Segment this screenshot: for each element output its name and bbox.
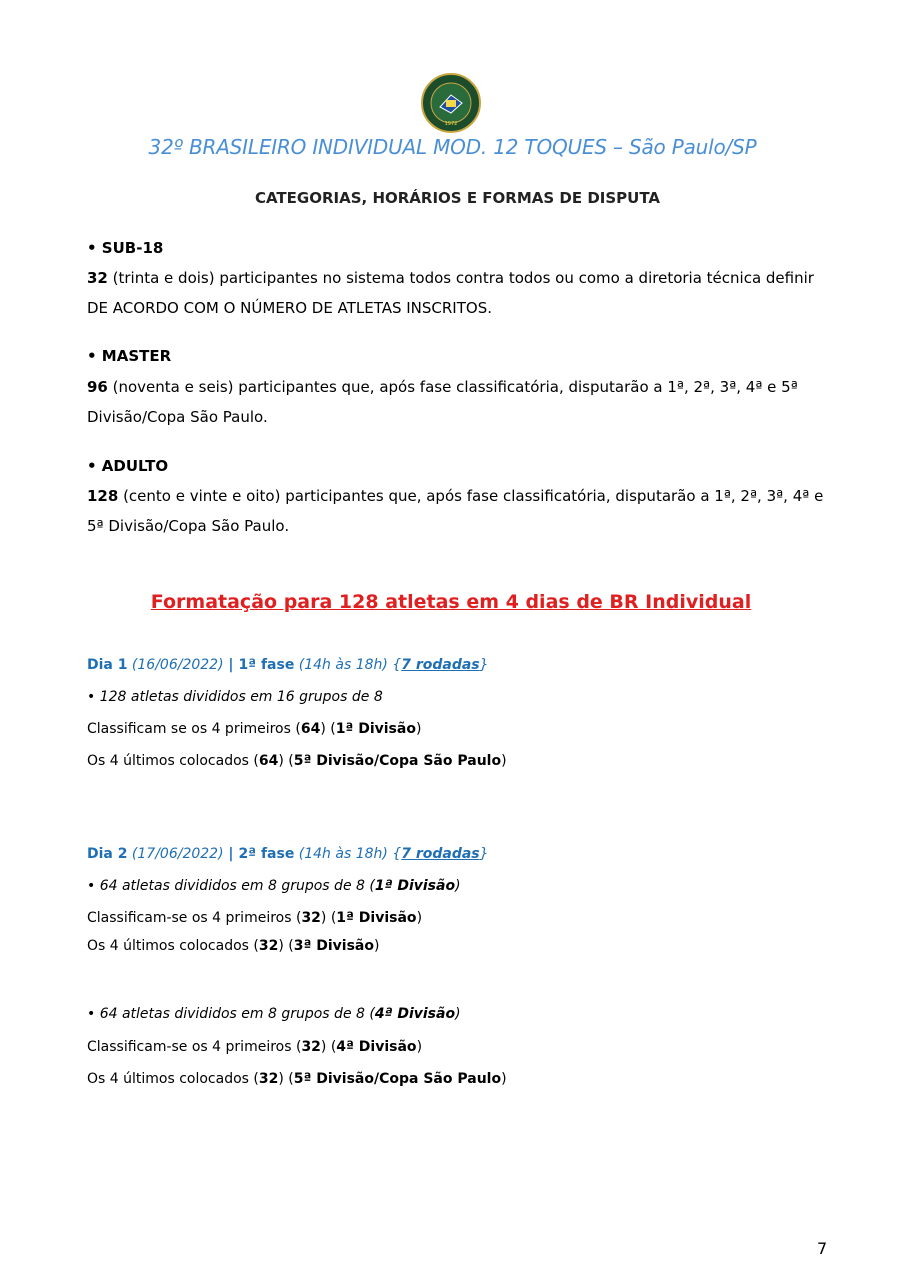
- cbfm-logo: [421, 73, 481, 133]
- category-adulto-line1: 128 (cento e vinte e oito) participantes que, após fase classificatória, disputarão a 1ª, 2ª, 3ª, 4ª e: [87, 487, 824, 505]
- page-number: 7: [817, 1239, 828, 1258]
- category-adulto-title: • ADULTO: [87, 457, 169, 475]
- day2-a-line1: Classificam-se os 4 primeiros (32) (1ª Divisão): [87, 910, 423, 926]
- format-title: Formatação para 128 atletas em 4 dias de BR Individual: [150, 591, 752, 613]
- day2-groups-a: • 64 atletas divididos em 8 grupos de 8 (1ª Divisão): [87, 878, 461, 894]
- section-heading: CATEGORIAS, HORÁRIOS E FORMAS DE DISPUTA: [254, 189, 660, 207]
- category-master-line2: Divisão/Copa São Paulo.: [87, 408, 268, 426]
- category-sub18-title: • SUB-18: [87, 239, 164, 257]
- category-master-line1: 96 (noventa e seis) participantes que, após fase classificatória, disputarão a 1ª, 2ª, 3ª, 4ª e 5ª: [87, 378, 798, 396]
- day2-rounds-link[interactable]: 7 rodadas: [401, 846, 480, 862]
- document-title: 32º BRASILEIRO INDIVIDUAL MOD. 12 TOQUES – São Paulo/SP: [148, 135, 757, 159]
- category-sub18-line2: DE ACORDO COM O NÚMERO DE ATLETAS INSCRITOS.: [87, 299, 492, 317]
- day2-heading: Dia 2 (17/06/2022) | 2ª fase (14h às 18h) {7 rodadas}: [87, 846, 489, 862]
- category-master-title: • MASTER: [87, 347, 172, 365]
- day2-a-line2: Os 4 últimos colocados (32) (3ª Divisão): [87, 938, 380, 954]
- day2-b-line2: Os 4 últimos colocados (32) (5ª Divisão/Copa São Paulo): [87, 1071, 507, 1087]
- day2-b-line1: Classificam-se os 4 primeiros (32) (4ª Divisão): [87, 1039, 423, 1055]
- day1-line2: Os 4 últimos colocados (64) (5ª Divisão/Copa São Paulo): [87, 753, 507, 769]
- category-sub18-line1: 32 (trinta e dois) participantes no sistema todos contra todos ou como a diretoria técnica definir: [87, 269, 814, 287]
- svg-text:1972: 1972: [444, 121, 458, 127]
- day1-heading: Dia 1 (16/06/2022) | 1ª fase (14h às 18h) {7 rodadas}: [87, 657, 489, 673]
- day1-groups: • 128 atletas divididos em 16 grupos de 8: [87, 689, 383, 705]
- day1-rounds-link[interactable]: 7 rodadas: [401, 657, 480, 673]
- category-adulto-line2: 5ª Divisão/Copa São Paulo.: [87, 517, 290, 535]
- day1-line1: Classificam se os 4 primeiros (64) (1ª Divisão): [87, 721, 422, 737]
- day2-groups-b: • 64 atletas divididos em 8 grupos de 8 (4ª Divisão): [87, 1006, 461, 1022]
